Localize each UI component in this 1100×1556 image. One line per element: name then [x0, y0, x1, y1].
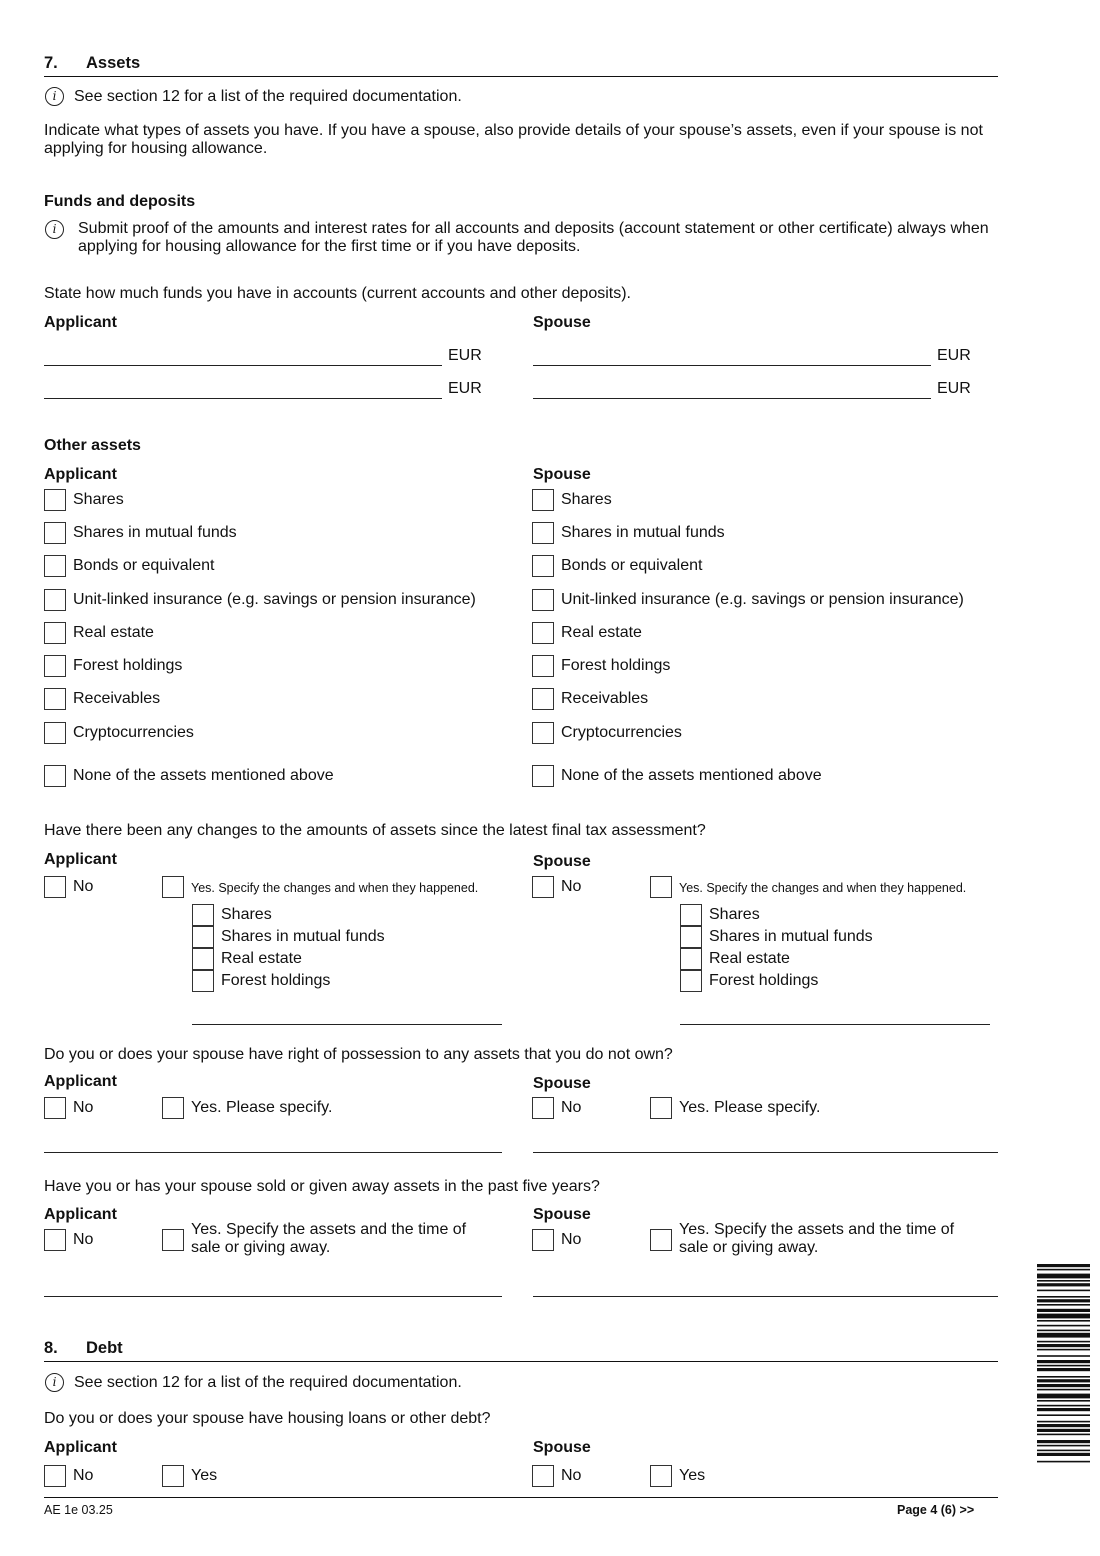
- possession-no-label: No: [73, 1099, 94, 1116]
- changes-forest-label: Forest holdings: [221, 972, 331, 989]
- applicant-sold-no-checkbox[interactable]: [44, 1229, 66, 1251]
- changes-real-estate-label: Real estate: [709, 950, 790, 967]
- spouse-shares-label: Shares: [561, 491, 612, 508]
- changes-mutual-funds-label: Shares in mutual funds: [709, 928, 873, 945]
- sold-no-label: No: [561, 1231, 582, 1248]
- applicant-shares-label: Shares: [73, 491, 124, 508]
- spouse-receivables-checkbox[interactable]: [532, 688, 554, 710]
- page-number: Page 4 (6) >>: [897, 1503, 975, 1517]
- applicant-debt-yes-checkbox[interactable]: [162, 1465, 184, 1487]
- debt-no-label: No: [73, 1467, 94, 1484]
- debt-yes-label: Yes: [679, 1467, 706, 1484]
- section-7-rule: [44, 76, 998, 77]
- changes-applicant-label: Applicant: [44, 851, 117, 868]
- possession-yes-label: Yes. Please specify.: [191, 1099, 333, 1116]
- applicant-changes-yes-checkbox[interactable]: [162, 876, 184, 898]
- spouse-changes-forest-checkbox[interactable]: [680, 970, 702, 992]
- spouse-forest-label: Forest holdings: [561, 657, 671, 674]
- spouse-mutual-funds-checkbox[interactable]: [532, 522, 554, 544]
- applicant-sold-details-field[interactable]: [44, 1296, 502, 1297]
- spouse-sold-no-checkbox[interactable]: [532, 1229, 554, 1251]
- spouse-none-label: None of the assets mentioned above: [561, 767, 822, 784]
- applicant-receivables-label: Receivables: [73, 690, 161, 707]
- possession-spouse-label: Spouse: [533, 1075, 591, 1092]
- section-8-info: See section 12 for a list of the required documentation.: [74, 1374, 462, 1391]
- spouse-debt-no-checkbox[interactable]: [532, 1465, 554, 1487]
- changes-yes-label: Yes. Specify the changes and when they happened.: [679, 881, 967, 895]
- section-7-intro: Indicate what types of assets you have. If you have a spouse, also provide details of your spouse’s assets, even if your spouse is not applying for housing allowance.: [44, 122, 983, 157]
- sold-question: Have you or has your spouse sold or given away assets in the past five years?: [44, 1178, 600, 1195]
- spouse-unit-linked-label: Unit-linked insurance (e.g. savings or pension insurance): [561, 591, 964, 608]
- spouse-receivables-label: Receivables: [561, 690, 649, 707]
- applicant-funds-field-2[interactable]: [44, 398, 442, 399]
- applicant-changes-real-estate-checkbox[interactable]: [192, 948, 214, 970]
- changes-spouse-label: Spouse: [533, 853, 591, 870]
- spouse-bonds-checkbox[interactable]: [532, 555, 554, 577]
- spouse-possession-details-field[interactable]: [533, 1152, 998, 1153]
- spouse-bonds-label: Bonds or equivalent: [561, 557, 703, 574]
- possession-applicant-label: Applicant: [44, 1073, 117, 1090]
- debt-spouse-label: Spouse: [533, 1439, 591, 1456]
- changes-question: Have there been any changes to the amounts of assets since the latest final tax assessment?: [44, 822, 706, 839]
- spouse-changes-no-checkbox[interactable]: [532, 876, 554, 898]
- sold-applicant-label: Applicant: [44, 1206, 117, 1223]
- applicant-bonds-label: Bonds or equivalent: [73, 557, 215, 574]
- applicant-crypto-label: Cryptocurrencies: [73, 724, 194, 741]
- info-icon: i: [45, 220, 64, 239]
- section-8-title: Debt: [86, 1339, 123, 1357]
- spouse-changes-mutual-funds-checkbox[interactable]: [680, 926, 702, 948]
- section-7-number: 7.: [44, 54, 58, 72]
- section-8-rule: [44, 1361, 998, 1362]
- spouse-changes-shares-checkbox[interactable]: [680, 904, 702, 926]
- applicant-possession-yes-checkbox[interactable]: [162, 1097, 184, 1119]
- spouse-changes-details-field[interactable]: [680, 1024, 990, 1025]
- applicant-changes-no-checkbox[interactable]: [44, 876, 66, 898]
- spouse-unit-linked-checkbox[interactable]: [532, 589, 554, 611]
- changes-yes-label: Yes. Specify the changes and when they happened.: [191, 881, 479, 895]
- changes-shares-label: Shares: [221, 906, 272, 923]
- spouse-real-estate-label: Real estate: [561, 624, 642, 641]
- applicant-changes-forest-checkbox[interactable]: [192, 970, 214, 992]
- sold-yes-label-line1: Yes. Specify the assets and the time of: [191, 1221, 467, 1238]
- spouse-changes-yes-checkbox[interactable]: [650, 876, 672, 898]
- spouse-changes-real-estate-checkbox[interactable]: [680, 948, 702, 970]
- applicant-forest-checkbox[interactable]: [44, 655, 66, 677]
- currency-label: EUR: [937, 347, 971, 364]
- other-assets-heading: Other assets: [44, 437, 141, 454]
- applicant-changes-mutual-funds-checkbox[interactable]: [192, 926, 214, 948]
- spouse-debt-yes-checkbox[interactable]: [650, 1465, 672, 1487]
- possession-no-label: No: [561, 1099, 582, 1116]
- applicant-shares-checkbox[interactable]: [44, 489, 66, 511]
- spouse-crypto-checkbox[interactable]: [532, 722, 554, 744]
- info-icon: i: [45, 87, 64, 106]
- applicant-receivables-checkbox[interactable]: [44, 688, 66, 710]
- possession-yes-label: Yes. Please specify.: [679, 1099, 821, 1116]
- applicant-changes-shares-checkbox[interactable]: [192, 904, 214, 926]
- applicant-crypto-checkbox[interactable]: [44, 722, 66, 744]
- spouse-none-checkbox[interactable]: [532, 765, 554, 787]
- form-code: AE 1e 03.25: [44, 1503, 113, 1517]
- applicant-forest-label: Forest holdings: [73, 657, 183, 674]
- funds-question: State how much funds you have in accounts (current accounts and other deposits).: [44, 285, 631, 302]
- spouse-funds-field-2[interactable]: [533, 398, 931, 399]
- spouse-sold-details-field[interactable]: [533, 1296, 998, 1297]
- applicant-bonds-checkbox[interactable]: [44, 555, 66, 577]
- applicant-unit-linked-checkbox[interactable]: [44, 589, 66, 611]
- funds-spouse-label: Spouse: [533, 314, 591, 331]
- applicant-real-estate-checkbox[interactable]: [44, 622, 66, 644]
- spouse-funds-field-1[interactable]: [533, 365, 931, 366]
- applicant-unit-linked-label: Unit-linked insurance (e.g. savings or pension insurance): [73, 591, 476, 608]
- sold-yes-label-line1: Yes. Specify the assets and the time of: [679, 1221, 955, 1238]
- info-icon: i: [45, 1373, 64, 1392]
- spouse-sold-yes-checkbox[interactable]: [650, 1229, 672, 1251]
- other-assets-applicant-label: Applicant: [44, 466, 117, 483]
- applicant-debt-no-checkbox[interactable]: [44, 1465, 66, 1487]
- spouse-possession-no-checkbox[interactable]: [532, 1097, 554, 1119]
- applicant-funds-field-1[interactable]: [44, 365, 442, 366]
- spouse-forest-checkbox[interactable]: [532, 655, 554, 677]
- funds-applicant-label: Applicant: [44, 314, 117, 331]
- applicant-sold-yes-checkbox[interactable]: [162, 1229, 184, 1251]
- applicant-mutual-funds-label: Shares in mutual funds: [73, 524, 237, 541]
- debt-no-label: No: [561, 1467, 582, 1484]
- changes-real-estate-label: Real estate: [221, 950, 302, 967]
- funds-info: Submit proof of the amounts and interest rates for all accounts and deposits (account statement or other certificate) always when applying for housing allowance for the first time or if you have deposits.: [78, 220, 989, 255]
- changes-forest-label: Forest holdings: [709, 972, 819, 989]
- applicant-none-label: None of the assets mentioned above: [73, 767, 334, 784]
- spouse-possession-yes-checkbox[interactable]: [650, 1097, 672, 1119]
- debt-question: Do you or does your spouse have housing loans or other debt?: [44, 1410, 491, 1427]
- spouse-crypto-label: Cryptocurrencies: [561, 724, 682, 741]
- sold-spouse-label: Spouse: [533, 1206, 591, 1223]
- changes-no-label: No: [73, 878, 94, 895]
- spouse-shares-checkbox[interactable]: [532, 489, 554, 511]
- section-7-info: See section 12 for a list of the required documentation.: [74, 88, 462, 105]
- changes-no-label: No: [561, 878, 582, 895]
- sold-no-label: No: [73, 1231, 94, 1248]
- spouse-real-estate-checkbox[interactable]: [532, 622, 554, 644]
- applicant-possession-details-field[interactable]: [44, 1152, 502, 1153]
- applicant-none-checkbox[interactable]: [44, 765, 66, 787]
- currency-label: EUR: [937, 380, 971, 397]
- funds-heading: Funds and deposits: [44, 193, 196, 210]
- applicant-possession-no-checkbox[interactable]: [44, 1097, 66, 1119]
- barcode-icon: [1037, 1264, 1090, 1530]
- section-7-title: Assets: [86, 54, 141, 72]
- section-8-number: 8.: [44, 1339, 58, 1357]
- debt-applicant-label: Applicant: [44, 1439, 117, 1456]
- changes-mutual-funds-label: Shares in mutual funds: [221, 928, 385, 945]
- applicant-mutual-funds-checkbox[interactable]: [44, 522, 66, 544]
- other-assets-spouse-label: Spouse: [533, 466, 591, 483]
- currency-label: EUR: [448, 347, 482, 364]
- changes-shares-label: Shares: [709, 906, 760, 923]
- spouse-mutual-funds-label: Shares in mutual funds: [561, 524, 725, 541]
- footer-rule: [44, 1497, 998, 1498]
- possession-question: Do you or does your spouse have right of possession to any assets that you do not own?: [44, 1046, 673, 1063]
- sold-yes-label-line2: sale or giving away.: [191, 1239, 331, 1256]
- sold-yes-label-line2: sale or giving away.: [679, 1239, 819, 1256]
- applicant-changes-details-field[interactable]: [192, 1024, 502, 1025]
- applicant-real-estate-label: Real estate: [73, 624, 154, 641]
- debt-yes-label: Yes: [191, 1467, 218, 1484]
- currency-label: EUR: [448, 380, 482, 397]
